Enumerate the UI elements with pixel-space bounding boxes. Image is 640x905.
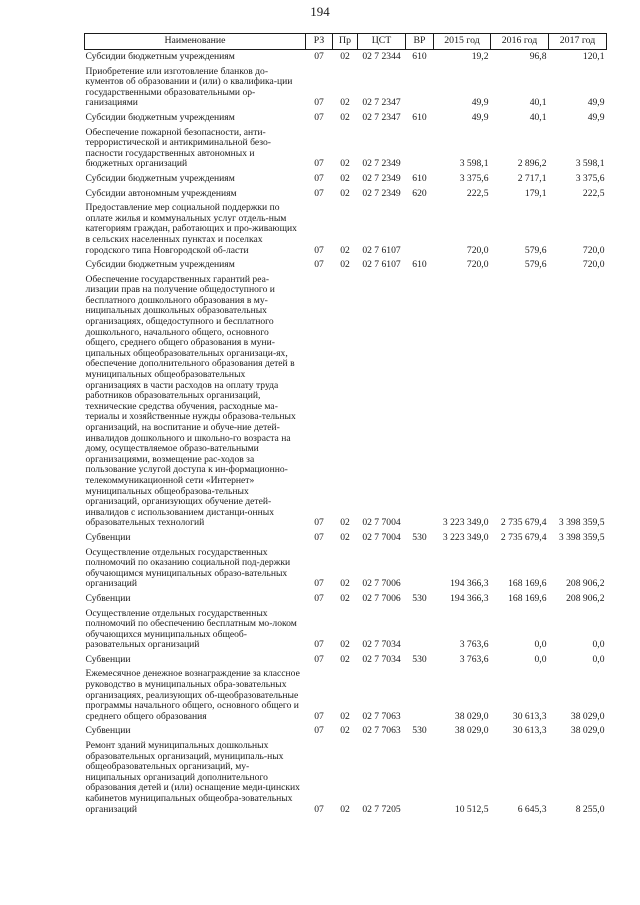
header-row [85, 34, 607, 50]
cell-name: Субсидии автономным учреждениям [85, 187, 237, 199]
cell-name: Субсидии бюджетным учреждениям [85, 259, 235, 271]
table-row [85, 258, 607, 273]
cell-pr: 02 [340, 111, 350, 123]
cell-pr: 02 [340, 639, 350, 651]
cell-2016: 2 735 679,4 [500, 517, 547, 529]
cell-rz: 07 [314, 592, 324, 604]
cell-rz: 07 [314, 244, 324, 256]
cell-pr: 02 [340, 803, 350, 815]
cell-2017: 3 398 359,5 [558, 517, 605, 529]
cell-vr: 530 [412, 531, 427, 543]
cell-cst: 02 7 2347 [362, 97, 401, 109]
cell-2016: 168 169,6 [508, 592, 547, 604]
cell-name: Субсидии бюджетным учреждениям [85, 51, 235, 62]
table-row [85, 592, 607, 607]
cell-rz: 07 [314, 51, 324, 62]
cell-rz: 07 [314, 531, 324, 543]
cell-pr: 02 [340, 517, 350, 529]
table-row [85, 65, 607, 111]
cell-pr: 02 [340, 653, 350, 665]
page-number: 194 [310, 4, 330, 19]
cell-2017: 38 029,0 [570, 710, 605, 722]
cell-cst: 02 7 7004 [362, 531, 401, 543]
cell-rz: 07 [314, 172, 324, 184]
cell-rz: 07 [314, 653, 324, 665]
header-2016: 2016 год [491, 34, 549, 50]
cell-vr [406, 607, 434, 653]
cell-vr: 610 [412, 51, 427, 62]
cell-name: Предоставление мер социальной поддержки по оплате жилья и коммунальных услуг отдель-ным категориям граждан, работающих и про-живающих в сельских населенных пунктах и поселках городского типа Новгородской об-ласти [85, 202, 297, 256]
cell-name: Приобретение или изготовление бланков до-кументов об образовании и (или) о квалифика-ции государственными образовательными ор-ганизациями [85, 65, 293, 109]
cell-vr [406, 273, 434, 531]
cell-2016: 579,6 [524, 244, 547, 256]
cell-2016: 179,1 [524, 187, 547, 199]
cell-cst: 02 7 6107 [362, 244, 401, 256]
cell-rz: 07 [314, 187, 324, 199]
cell-2017: 38 029,0 [570, 725, 605, 737]
cell-rz: 07 [314, 578, 324, 590]
cell-2017: 3 598,1 [575, 158, 605, 170]
cell-rz: 07 [314, 517, 324, 529]
cell-2015: 3 223 349,0 [442, 531, 489, 543]
cell-2017: 208 906,2 [566, 592, 605, 604]
cell-2016: 2 896,2 [517, 158, 547, 170]
cell-rz: 07 [314, 710, 324, 722]
cell-2016: 0,0 [534, 653, 547, 665]
cell-2015: 3 598,1 [459, 158, 489, 170]
cell-name: Осуществление отдельных государственных полномочий по обеспечению бесплатным мо-локом обучающихся муниципальных общеоб-разовательных организаций [85, 607, 297, 651]
header-pr: Пр [333, 34, 358, 50]
table-row [85, 187, 607, 202]
table-header [85, 34, 607, 50]
cell-2016: 30 613,3 [512, 710, 547, 722]
cell-rz: 07 [314, 725, 324, 737]
cell-cst: 02 7 7006 [362, 578, 401, 590]
cell-vr: 610 [412, 111, 427, 123]
cell-pr: 02 [340, 244, 350, 256]
cell-cst: 02 7 2349 [362, 158, 401, 170]
cell-2015: 3 763,6 [459, 653, 489, 665]
cell-cst: 02 7 7004 [362, 517, 401, 529]
cell-pr: 02 [340, 259, 350, 271]
cell-name: Субвенции [85, 725, 131, 737]
cell-cst: 02 7 7063 [362, 725, 401, 737]
cell-rz: 07 [314, 97, 324, 109]
cell-vr [406, 126, 434, 172]
table-row [85, 126, 607, 172]
cell-2015: 194 366,3 [450, 578, 489, 590]
cell-cst: 02 7 6107 [362, 259, 401, 271]
cell-name: Субвенции [85, 592, 131, 604]
cell-2015: 3 763,6 [459, 639, 489, 651]
cell-2017: 720,0 [582, 244, 605, 256]
cell-2015: 3 223 349,0 [442, 517, 489, 529]
cell-vr [406, 201, 434, 258]
table-row [85, 50, 607, 65]
cell-pr: 02 [340, 187, 350, 199]
table-row [85, 546, 607, 592]
cell-vr [406, 667, 434, 724]
cell-2015: 38 029,0 [454, 710, 489, 722]
cell-name: Субсидии бюджетным учреждениям [85, 172, 235, 184]
table-row [85, 724, 607, 739]
cell-vr: 610 [412, 259, 427, 271]
cell-cst: 02 7 2349 [362, 187, 401, 199]
cell-vr: 530 [412, 653, 427, 665]
cell-2015: 3 375,6 [459, 172, 489, 184]
cell-name: Субвенции [85, 653, 131, 665]
cell-2015: 10 512,5 [454, 803, 489, 815]
cell-cst: 02 7 2344 [362, 51, 401, 62]
cell-2017: 208 906,2 [566, 578, 605, 590]
cell-2015: 49,9 [471, 111, 489, 123]
cell-pr: 02 [340, 578, 350, 590]
cell-vr [406, 546, 434, 592]
cell-2016: 6 645,3 [517, 803, 547, 815]
cell-name: Обеспечение государственных гарантий реа-лизации прав на получение общедоступного и бесплатного дошкольного образования в му-ниципальных дошкольных образовательных организациях, общедоступного и бесплатного дошкольного, начального общего, основного общего, среднего общего образования в муни-ципальных общеобразовательных организаци-ях, обеспечение дополнительного образования детей в муниципальных общеобразовательных организациях в части расходов на оплату труда работников образовательных организаций, технические средства обучения, расходные ма-териалы и хозяйственные нужды образова-тельных организаций, на воспитание и обуче-ние детей-инвалидов дошкольного и школьно-го возраста на дому, осуществляемое образо-вательными организациями, возмещение рас-ходов за пользование услугой доступа к ин-формационно-телекоммуникационной сети «Интернет» муниципальных общеобразова-тельных организаций, организующих обучение детей-инвалидов с использованием дистанци-онных образовательных технологий [85, 273, 296, 529]
cell-2017: 720,0 [582, 259, 605, 271]
table-row [85, 667, 607, 724]
cell-cst: 02 7 7063 [362, 710, 401, 722]
cell-pr: 02 [340, 531, 350, 543]
cell-rz: 07 [314, 111, 324, 123]
table-row [85, 273, 607, 531]
cell-vr: 530 [412, 725, 427, 737]
table-row [85, 607, 607, 653]
cell-vr [406, 65, 434, 111]
table-row [85, 201, 607, 258]
cell-2017: 120,1 [582, 51, 605, 62]
cell-2017: 0,0 [592, 653, 605, 665]
header-name: Наименование [85, 34, 306, 50]
cell-name: Ежемесячное денежное вознаграждение за классное руководство в муниципальных обра-зовательных организациях, реализующих об-щеобразовательные программы начального общего, основного общего и среднего общего образования [85, 668, 300, 722]
cell-2016: 168 169,6 [508, 578, 547, 590]
cell-pr: 02 [340, 97, 350, 109]
cell-cst: 02 7 2347 [362, 111, 401, 123]
cell-2016: 2 735 679,4 [500, 531, 547, 543]
cell-cst: 02 7 7006 [362, 592, 401, 604]
cell-pr: 02 [340, 51, 350, 62]
cell-vr [406, 739, 434, 817]
cell-2016: 2 717,1 [517, 172, 547, 184]
table-row [85, 739, 607, 817]
cell-2016: 40,1 [529, 97, 547, 109]
header-2017: 2017 год [549, 34, 607, 50]
cell-name: Субсидии бюджетным учреждениям [85, 111, 235, 123]
cell-2017: 3 375,6 [575, 172, 605, 184]
header-cst: ЦСТ [358, 34, 406, 50]
cell-rz: 07 [314, 158, 324, 170]
cell-vr: 530 [412, 592, 427, 604]
cell-cst: 02 7 7034 [362, 653, 401, 665]
cell-2016: 0,0 [534, 639, 547, 651]
cell-name: Осуществление отдельных государственных полномочий по оказанию социальной под-держки обучающимся муниципальных образо-вательных организаций [85, 546, 291, 590]
cell-pr: 02 [340, 172, 350, 184]
budget-table [84, 33, 607, 817]
cell-rz: 07 [314, 639, 324, 651]
table-body [85, 50, 607, 818]
cell-2015: 222,5 [466, 187, 489, 199]
cell-2017: 222,5 [582, 187, 605, 199]
cell-cst: 02 7 7205 [362, 803, 401, 815]
cell-2015: 38 029,0 [454, 725, 489, 737]
table-row [85, 172, 607, 187]
cell-rz: 07 [314, 803, 324, 815]
cell-2017: 49,9 [587, 97, 605, 109]
cell-pr: 02 [340, 158, 350, 170]
cell-2015: 720,0 [466, 244, 489, 256]
cell-2015: 720,0 [466, 259, 489, 271]
cell-name: Ремонт зданий муниципальных дошкольных образовательных организаций, муниципаль-ных общеобразовательных организаций, му-ниципальных организаций дополнительного образования детей и (или) оснащение меди-цинских кабинетов муниципальных общеобра-зовательных организаций [85, 740, 300, 815]
cell-2016: 579,6 [524, 259, 547, 271]
table-row [85, 653, 607, 668]
cell-2017: 8 255,0 [575, 803, 605, 815]
cell-vr: 610 [412, 172, 427, 184]
cell-name: Субвенции [85, 531, 131, 543]
cell-2016: 96,8 [529, 51, 547, 62]
cell-2017: 0,0 [592, 639, 605, 651]
cell-name: Обеспечение пожарной безопасности, анти-террористической и антикриминальной безо-пасности государственных автономных и бюджетных организаций [85, 126, 271, 170]
header-2015: 2015 год [434, 34, 491, 50]
cell-2017: 3 398 359,5 [558, 531, 605, 543]
table-row [85, 111, 607, 126]
header-vr: ВР [406, 34, 434, 50]
table-row [85, 531, 607, 546]
cell-2015: 19,2 [471, 51, 489, 62]
cell-2017: 49,9 [587, 111, 605, 123]
cell-cst: 02 7 2349 [362, 172, 401, 184]
cell-pr: 02 [340, 710, 350, 722]
cell-2016: 30 613,3 [512, 725, 547, 737]
cell-2015: 194 366,3 [450, 592, 489, 604]
cell-vr: 620 [412, 187, 427, 199]
cell-pr: 02 [340, 592, 350, 604]
cell-cst: 02 7 7034 [362, 639, 401, 651]
cell-2015: 49,9 [471, 97, 489, 109]
cell-pr: 02 [340, 725, 350, 737]
header-rz: РЗ [306, 34, 333, 50]
cell-rz: 07 [314, 259, 324, 271]
cell-2016: 40,1 [529, 111, 547, 123]
